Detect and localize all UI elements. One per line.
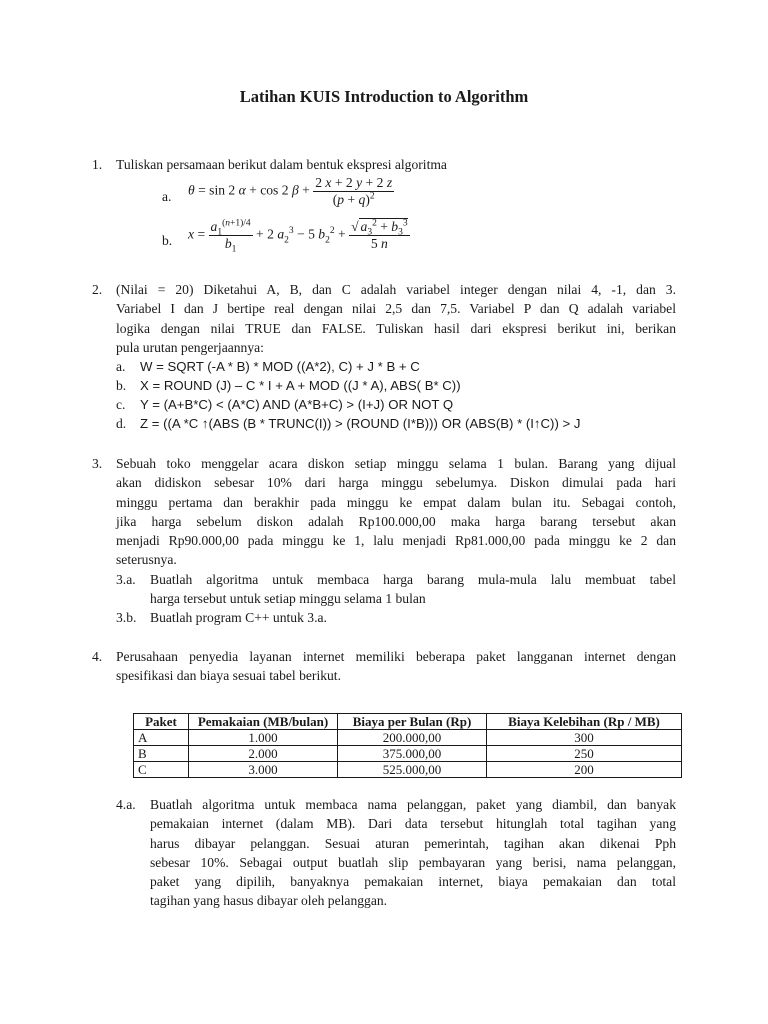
question-text [116, 280, 676, 357]
text-line: harga tersebut untuk setiap minggu selama 1 bulan [150, 591, 426, 607]
table-row [134, 762, 682, 778]
text-line: spesifikasi dan biaya sesuai tabel berikut. [116, 668, 341, 684]
table-cell: 200.000,00 [338, 730, 487, 746]
item-label: a. [116, 359, 126, 374]
expression-a: W = SQRT (-A * B) * MOD ((A*2), C) + J * B + C [140, 359, 420, 374]
question-4a [92, 795, 676, 915]
page-title: Latihan KUIS Introduction to Algorithm [239, 87, 529, 106]
table-cell: B [134, 746, 189, 762]
expression-c: Y = (A+B*C) < (A*C) AND (A*B+C) > (I+J) OR NOT Q [140, 397, 454, 412]
formula-a: θ = sin 2 α + cos 2 β + $\frac{2 x + 2 y + 2 z}{(p + q)^2}$ [188, 175, 393, 207]
subquestion-label: 3.b. [116, 610, 137, 625]
table-cell: 250 [487, 746, 682, 762]
question-text [116, 647, 676, 686]
text-line: Buatlah algoritma untuk membaca harga barang mula-mula lalu membuat tabel [150, 572, 676, 587]
table-header: Paket [134, 714, 189, 730]
text-line: logika dengan nilai TRUE dan FALSE. Tuliskan hasil dari ekspresi berikut ini, berikan [116, 320, 676, 336]
text-line: (Nilai = 20) Diketahui A, B, dan C adalah variabel integer dengan nilai 4, -1, dan 3. [116, 282, 676, 297]
table-cell: 300 [487, 730, 682, 746]
table-header: Pemakaian (MB/bulan) [189, 714, 338, 730]
question-text: Tuliskan persamaan berikut dalam bentuk ekspresi algoritma [116, 157, 447, 172]
formula-b: x = $\frac{a_1^{(n+1)/4}}{b_1}$ + 2 $a_2^3 - 5$ $b_2^2$ + $\frac{√ a_3^2 + b_3^3}{5 n}$ [188, 218, 408, 255]
table-header: Biaya per Bulan (Rp) [338, 714, 487, 730]
item-label: b. [116, 378, 127, 393]
text-line: akan didiskon sebesar 10% dari harga minggu sebelumya. Diskon dimulai pada hari [116, 475, 676, 491]
question-number: 2. [92, 282, 103, 297]
table-cell: 525.000,00 [338, 762, 487, 778]
question-number: 1. [92, 157, 103, 172]
text-line: Perusahaan penyedia layanan internet memiliki beberapa paket langganan internet dengan [116, 649, 676, 664]
question-text [116, 454, 676, 570]
table-cell: 1.000 [189, 730, 338, 746]
text-line: jika harga sebelum diskon adalah Rp100.000,00 maka harga barang tersebut akan [116, 513, 676, 529]
table-header-row [134, 714, 682, 730]
text-line: pemakaian internet (dalam MB). Dari data tersebut hitunglah total tagihan yang [150, 816, 676, 832]
text-line: Variabel I dan J bertipe real dengan nilai 2,5 dan 7,5. Variabel P dan Q adalah variabel [116, 301, 676, 317]
text-line: tagihan yang hasus dibayar oleh pelanggan. [150, 893, 388, 909]
table-row [134, 730, 682, 746]
formula-a-label: a. [162, 189, 172, 204]
item-label: c. [116, 397, 126, 412]
subquestion-text [150, 795, 676, 911]
text-line: seterusnya. [116, 552, 177, 568]
text-line: minggu pertama dan berakhir pada minggu ke empat dalam bulan itu. Sebagai contoh, [116, 494, 676, 510]
table-row [134, 746, 682, 762]
question-3 [92, 454, 676, 629]
table-cell: C [134, 762, 189, 778]
table-cell: A [134, 730, 189, 746]
formula-b-label: b. [162, 233, 173, 248]
text-line: harus dibayar pelanggan. Sesuai aturan pemerintah, tagihan akan dikenai Pph [150, 835, 676, 851]
table-cell: 3.000 [189, 762, 338, 778]
table-cell: 200 [487, 762, 682, 778]
text-line: paket yang dipilih, banyaknya pemakaian internet, biaya pemakaian dan total [150, 874, 676, 890]
subquestion-label: 3.a. [116, 572, 136, 587]
item-label: d. [116, 416, 127, 431]
table-header: Biaya Kelebihan (Rp / MB) [487, 714, 682, 730]
text-line: pula urutan pengerjaannya: [116, 339, 264, 355]
question-number: 4. [92, 649, 103, 664]
expression-b: X = ROUND (J) – C * I + A + MOD ((J * A), ABS( B* C)) [140, 378, 461, 393]
subquestion-text [150, 570, 676, 609]
text-line: sebesar 10%. Sebagai output buatlah slip pembayaran yang berisi, nama pelanggan, [150, 854, 676, 870]
table-cell: 375.000,00 [338, 746, 487, 762]
table-cell: 2.000 [189, 746, 338, 762]
subquestion-text: Buatlah program C++ untuk 3.a. [150, 610, 327, 625]
text-line: Buatlah algoritma untuk membaca nama pelanggan, paket yang diambil, dan banyak [150, 797, 676, 812]
subquestion-label: 4.a. [116, 797, 136, 812]
question-4 [92, 647, 676, 687]
package-table [133, 713, 682, 778]
text-line: menjadi Rp90.000,00 pada minggu ke 1, lalu menjadi Rp81.000,00 pada minggu ke 2 dan [116, 533, 676, 549]
question-2 [92, 280, 676, 435]
text-line: Sebuah toko menggelar acara diskon setiap minggu selama 1 bulan. Barang yang dijual [116, 456, 676, 471]
expression-d: Z = ((A *C ↑(ABS (B * TRUNC(I)) > (ROUND (I*B))) OR (ABS(B) * (I↑C)) > J [140, 416, 581, 431]
question-number: 3. [92, 456, 103, 471]
